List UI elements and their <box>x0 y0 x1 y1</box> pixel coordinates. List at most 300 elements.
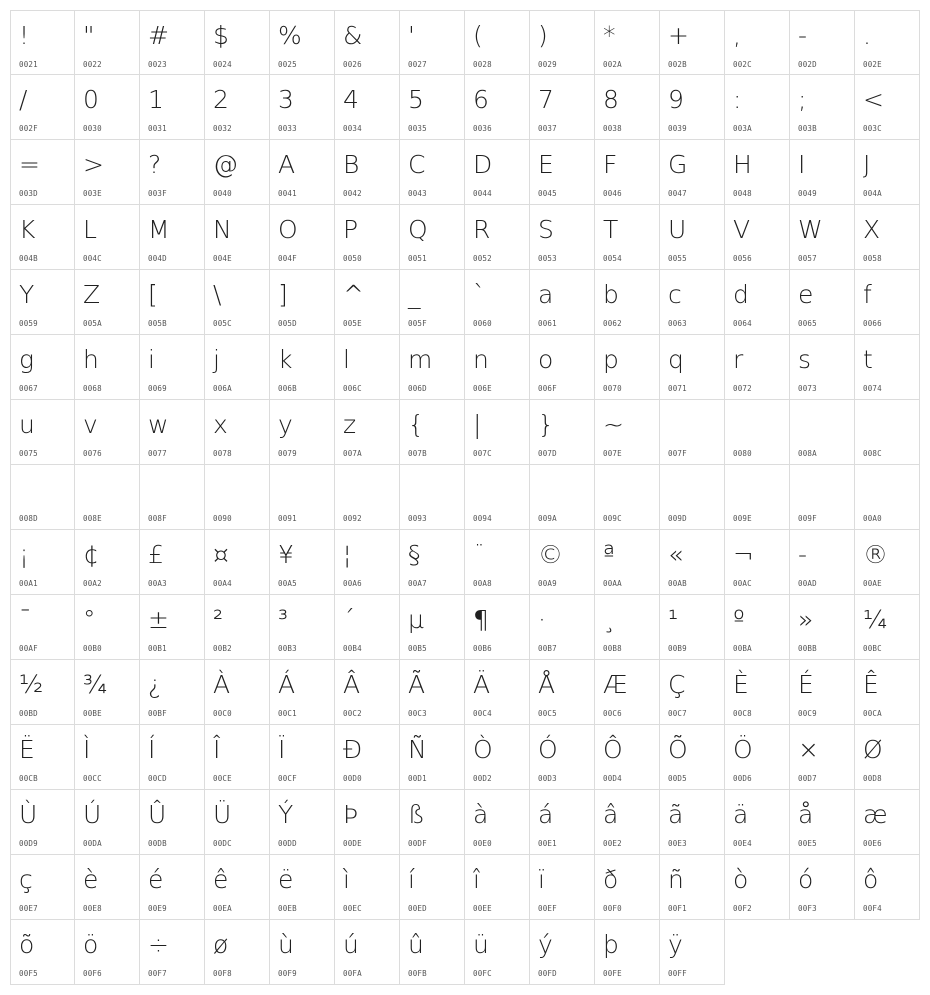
glyph-cell <box>335 465 400 530</box>
glyph-char: | <box>473 410 482 439</box>
glyph-char: Å <box>538 670 556 699</box>
glyph-cell <box>725 335 790 400</box>
glyph-cell <box>660 140 725 205</box>
glyph-code: 0058 <box>863 254 882 263</box>
glyph-cell <box>75 10 140 75</box>
glyph-cell <box>790 140 855 205</box>
glyph-code: 007D <box>538 449 557 458</box>
glyph-char: ø <box>213 930 229 959</box>
glyph-char: a <box>538 280 554 309</box>
glyph-code: 004B <box>19 254 38 263</box>
glyph-char: 3 <box>278 85 294 114</box>
glyph-cell <box>205 660 270 725</box>
glyph-char: · <box>538 605 546 634</box>
glyph-cell <box>530 10 595 75</box>
glyph-code: 002B <box>668 60 687 69</box>
glyph-char: ú <box>343 930 359 959</box>
glyph-code: 0024 <box>213 60 232 69</box>
glyph-char: M <box>148 215 170 244</box>
glyph-char: È <box>733 670 749 699</box>
glyph-char: 8 <box>603 85 619 114</box>
glyph-cell <box>140 595 205 660</box>
glyph-cell <box>335 75 400 140</box>
glyph-code: 00BE <box>83 709 102 718</box>
glyph-code: 009E <box>733 514 752 523</box>
glyph-char: ì <box>343 865 350 894</box>
glyph-code: 005A <box>83 319 102 328</box>
glyph-code: 0041 <box>278 189 297 198</box>
glyph-cell <box>855 855 920 920</box>
glyph-code: 0052 <box>473 254 492 263</box>
glyph-cell <box>10 270 75 335</box>
glyph-char: t <box>863 345 873 374</box>
glyph-cell <box>530 660 595 725</box>
glyph-code: 00D5 <box>668 774 687 783</box>
glyph-char: £ <box>148 540 164 569</box>
glyph-cell <box>790 790 855 855</box>
glyph-char: ª <box>603 540 615 569</box>
glyph-code: 00A3 <box>148 579 167 588</box>
glyph-code: 005B <box>148 319 167 328</box>
glyph-code: 0092 <box>343 514 362 523</box>
glyph-code: 00B3 <box>278 644 297 653</box>
glyph-char: Ò <box>473 735 493 764</box>
glyph-cell <box>855 75 920 140</box>
glyph-code: 00D1 <box>408 774 427 783</box>
glyph-code: 003E <box>83 189 102 198</box>
glyph-cell <box>855 595 920 660</box>
glyph-code: 004E <box>213 254 232 263</box>
glyph-cell <box>725 595 790 660</box>
glyph-char: j <box>213 345 220 374</box>
glyph-char: } <box>538 410 554 439</box>
glyph-cell <box>205 75 270 140</box>
glyph-cell <box>725 10 790 75</box>
glyph-char: ¬ <box>733 540 754 569</box>
glyph-code: 009A <box>538 514 557 523</box>
glyph-code: 002F <box>19 124 38 133</box>
glyph-cell <box>335 205 400 270</box>
glyph-code: 00B0 <box>83 644 102 653</box>
glyph-code: 00AF <box>19 644 38 653</box>
glyph-cell <box>725 530 790 595</box>
glyph-cell <box>790 205 855 270</box>
glyph-cell <box>855 270 920 335</box>
glyph-char: ¦ <box>343 540 352 569</box>
glyph-cell <box>530 400 595 465</box>
glyph-char: ´ <box>343 605 356 634</box>
glyph-char: = <box>19 150 40 179</box>
glyph-cell <box>75 595 140 660</box>
glyph-code: 00A2 <box>83 579 102 588</box>
glyph-char: \ <box>213 280 222 309</box>
glyph-code: 004D <box>148 254 167 263</box>
glyph-char: o <box>538 345 554 374</box>
glyph-char: ë <box>278 865 294 894</box>
glyph-cell <box>530 855 595 920</box>
glyph-cell <box>790 270 855 335</box>
glyph-code: 00D2 <box>473 774 492 783</box>
glyph-char: b <box>603 280 619 309</box>
glyph-code: 0050 <box>343 254 362 263</box>
glyph-cell <box>205 140 270 205</box>
glyph-cell <box>205 270 270 335</box>
glyph-char: ç <box>19 865 33 894</box>
glyph-cell <box>140 530 205 595</box>
glyph-cell <box>595 660 660 725</box>
glyph-char: ¹ <box>668 605 679 634</box>
glyph-code: 003A <box>733 124 752 133</box>
glyph-code: 0036 <box>473 124 492 133</box>
glyph-code: 00A0 <box>863 514 882 523</box>
glyph-cell <box>530 595 595 660</box>
glyph-cell <box>400 790 465 855</box>
glyph-cell <box>660 855 725 920</box>
glyph-char: Í <box>148 735 156 764</box>
glyph-code: 004C <box>83 254 102 263</box>
glyph-cell <box>75 660 140 725</box>
glyph-code: 00D8 <box>863 774 882 783</box>
glyph-char: L <box>83 215 97 244</box>
glyph-code: 00D0 <box>343 774 362 783</box>
glyph-code: 00FA <box>343 969 362 978</box>
glyph-char: ¶ <box>473 605 489 634</box>
glyph-code: 00F7 <box>148 969 167 978</box>
glyph-cell <box>205 855 270 920</box>
glyph-cell <box>660 660 725 725</box>
glyph-char: ï <box>538 865 545 894</box>
glyph-cell <box>400 530 465 595</box>
glyph-cell <box>855 790 920 855</box>
glyph-cell <box>335 920 400 985</box>
glyph-char: ] <box>278 280 288 309</box>
glyph-cell <box>660 595 725 660</box>
glyph-code: 007B <box>408 449 427 458</box>
glyph-cell <box>140 465 205 530</box>
glyph-code: 0028 <box>473 60 492 69</box>
glyph-char: R <box>473 215 491 244</box>
glyph-code: 009D <box>668 514 687 523</box>
glyph-char: ñ <box>668 865 684 894</box>
glyph-char: ¢ <box>83 540 99 569</box>
glyph-cell <box>270 75 335 140</box>
glyph-char: ³ <box>278 605 289 634</box>
glyph-char: U <box>668 215 687 244</box>
glyph-char: 5 <box>408 85 424 114</box>
glyph-code: 00AB <box>668 579 687 588</box>
glyph-char: æ <box>863 800 888 829</box>
glyph-char: ¥ <box>278 540 294 569</box>
glyph-char: v <box>83 410 98 439</box>
glyph-code: 0065 <box>798 319 817 328</box>
glyph-code: 00B8 <box>603 644 622 653</box>
glyph-cell <box>595 335 660 400</box>
glyph-char: â <box>603 800 619 829</box>
glyph-char: A <box>278 150 296 179</box>
glyph-char: c <box>668 280 682 309</box>
glyph-cell <box>10 10 75 75</box>
glyph-char: ã <box>668 800 684 829</box>
glyph-code: 0063 <box>668 319 687 328</box>
glyph-cell <box>270 465 335 530</box>
glyph-code: 00E7 <box>19 904 38 913</box>
glyph-code: 005D <box>278 319 297 328</box>
glyph-code: 00EB <box>278 904 297 913</box>
glyph-char: Ë <box>19 735 35 764</box>
glyph-code: 00B1 <box>148 644 167 653</box>
glyph-code: 00B2 <box>213 644 232 653</box>
glyph-code: 0031 <box>148 124 167 133</box>
glyph-char: ¿ <box>148 670 162 699</box>
glyph-code: 00DF <box>408 839 427 848</box>
glyph-char: $ <box>213 21 229 50</box>
glyph-code: 00EE <box>473 904 492 913</box>
glyph-char: ¨ <box>473 540 486 569</box>
glyph-cell <box>205 465 270 530</box>
glyph-char: q <box>668 345 684 374</box>
glyph-char: u <box>19 410 35 439</box>
glyph-cell <box>530 725 595 790</box>
glyph-cell <box>790 595 855 660</box>
glyph-code: 00C3 <box>408 709 427 718</box>
glyph-code: 002A <box>603 60 622 69</box>
glyph-code: 0053 <box>538 254 557 263</box>
glyph-code: 00C2 <box>343 709 362 718</box>
glyph-code: 00C1 <box>278 709 297 718</box>
glyph-code: 00BA <box>733 644 752 653</box>
glyph-cell <box>595 530 660 595</box>
glyph-cell <box>725 790 790 855</box>
glyph-char: F <box>603 150 618 179</box>
glyph-cell <box>140 660 205 725</box>
glyph-code: 00F9 <box>278 969 297 978</box>
glyph-code: 00B6 <box>473 644 492 653</box>
glyph-char: Ç <box>668 670 686 699</box>
glyph-code: 00EC <box>343 904 362 913</box>
glyph-char: p <box>603 345 619 374</box>
glyph-char: ¡ <box>19 540 30 569</box>
glyph-code: 00CA <box>863 709 882 718</box>
glyph-char: º <box>733 605 745 634</box>
glyph-cell <box>465 270 530 335</box>
glyph-cell <box>660 270 725 335</box>
glyph-cell <box>335 595 400 660</box>
glyph-code: 0075 <box>19 449 38 458</box>
glyph-char: ý <box>538 930 553 959</box>
glyph-code: 00B4 <box>343 644 362 653</box>
glyph-cell <box>270 400 335 465</box>
glyph-cell <box>400 595 465 660</box>
glyph-char: ² <box>213 605 224 634</box>
glyph-code: 00F2 <box>733 904 752 913</box>
glyph-cell <box>465 400 530 465</box>
glyph-code: 00C8 <box>733 709 752 718</box>
glyph-cell <box>335 10 400 75</box>
glyph-char: ¾ <box>83 670 108 699</box>
glyph-code: 0023 <box>148 60 167 69</box>
glyph-code: 00E5 <box>798 839 817 848</box>
glyph-cell <box>75 725 140 790</box>
glyph-char: Ð <box>343 735 363 764</box>
glyph-code: 005F <box>408 319 427 328</box>
glyph-code: 00A5 <box>278 579 297 588</box>
glyph-code: 0029 <box>538 60 557 69</box>
glyph-cell <box>660 205 725 270</box>
glyph-char: i <box>148 345 155 374</box>
glyph-cell <box>855 335 920 400</box>
glyph-cell <box>205 920 270 985</box>
glyph-cell <box>855 205 920 270</box>
glyph-cell <box>595 400 660 465</box>
glyph-code: 009C <box>603 514 622 523</box>
glyph-code: 00F3 <box>798 904 817 913</box>
glyph-cell <box>205 205 270 270</box>
glyph-code: 00EF <box>538 904 557 913</box>
glyph-code: 00CC <box>83 774 102 783</box>
glyph-char: ^ <box>343 280 364 309</box>
glyph-code: 00AE <box>863 579 882 588</box>
glyph-code: 00A7 <box>408 579 427 588</box>
glyph-char: þ <box>603 930 619 959</box>
glyph-cell <box>530 140 595 205</box>
glyph-cell <box>335 400 400 465</box>
glyph-code: 0039 <box>668 124 687 133</box>
glyph-code: 00DB <box>148 839 167 848</box>
glyph-cell <box>335 660 400 725</box>
glyph-cell <box>400 920 465 985</box>
glyph-code: 0069 <box>148 384 167 393</box>
glyph-cell <box>855 140 920 205</box>
glyph-cell <box>400 465 465 530</box>
glyph-cell <box>855 10 920 75</box>
glyph-code: 004F <box>278 254 297 263</box>
glyph-char: # <box>148 21 169 50</box>
glyph-cell <box>660 920 725 985</box>
glyph-code: 00E6 <box>863 839 882 848</box>
glyph-char: f <box>863 280 872 309</box>
glyph-code: 00E3 <box>668 839 687 848</box>
glyph-cell <box>465 465 530 530</box>
glyph-cell <box>530 465 595 530</box>
glyph-cell <box>400 855 465 920</box>
glyph-code: 0025 <box>278 60 297 69</box>
glyph-code: 0033 <box>278 124 297 133</box>
glyph-cell <box>660 790 725 855</box>
glyph-cell <box>75 270 140 335</box>
glyph-code: 0051 <box>408 254 427 263</box>
glyph-cell <box>595 855 660 920</box>
glyph-char: . <box>863 21 871 50</box>
glyph-cell <box>725 465 790 530</box>
glyph-code: 0043 <box>408 189 427 198</box>
glyph-cell <box>270 855 335 920</box>
glyph-cell <box>335 335 400 400</box>
glyph-code: 0032 <box>213 124 232 133</box>
glyph-cell <box>140 140 205 205</box>
glyph-code: 00C5 <box>538 709 557 718</box>
glyph-cell <box>530 790 595 855</box>
glyph-cell <box>790 10 855 75</box>
glyph-char: G <box>668 150 688 179</box>
glyph-char: Á <box>278 670 296 699</box>
glyph-cell <box>75 790 140 855</box>
glyph-code: 00E8 <box>83 904 102 913</box>
glyph-cell <box>465 855 530 920</box>
glyph-cell <box>855 530 920 595</box>
glyph-cell <box>725 400 790 465</box>
glyph-char: Ä <box>473 670 491 699</box>
glyph-char: / <box>19 85 28 114</box>
glyph-cell <box>140 725 205 790</box>
glyph-char: ° <box>83 605 96 634</box>
glyph-code: 0066 <box>863 319 882 328</box>
glyph-cell <box>140 205 205 270</box>
glyph-cell <box>10 205 75 270</box>
glyph-char: I <box>798 150 806 179</box>
glyph-cell <box>140 400 205 465</box>
glyph-char: ; <box>798 85 807 114</box>
glyph-cell <box>10 530 75 595</box>
glyph-code: 00AD <box>798 579 817 588</box>
glyph-code: 0021 <box>19 60 38 69</box>
glyph-char: Â <box>343 670 361 699</box>
glyph-cell <box>465 10 530 75</box>
glyph-cell <box>75 920 140 985</box>
glyph-code: 007A <box>343 449 362 458</box>
glyph-cell <box>400 335 465 400</box>
glyph-cell <box>400 205 465 270</box>
glyph-char: è <box>83 865 99 894</box>
glyph-char: 6 <box>473 85 489 114</box>
glyph-code: 006E <box>473 384 492 393</box>
glyph-cell <box>790 465 855 530</box>
glyph-cell <box>75 140 140 205</box>
glyph-code: 0035 <box>408 124 427 133</box>
glyph-cell <box>205 530 270 595</box>
glyph-code: 00AA <box>603 579 622 588</box>
glyph-cell <box>10 595 75 660</box>
glyph-cell <box>75 205 140 270</box>
glyph-code: 00F0 <box>603 904 622 913</box>
glyph-char: " <box>83 21 95 50</box>
glyph-char: w <box>148 410 169 439</box>
glyph-cell <box>205 10 270 75</box>
glyph-char: n <box>473 345 489 374</box>
glyph-code: 0072 <box>733 384 752 393</box>
glyph-code: 007F <box>668 449 687 458</box>
glyph-code: 00EA <box>213 904 232 913</box>
glyph-cell <box>270 270 335 335</box>
glyph-cell <box>660 335 725 400</box>
glyph-cell <box>530 205 595 270</box>
glyph-cell <box>400 75 465 140</box>
glyph-cell <box>530 335 595 400</box>
glyph-cell <box>400 660 465 725</box>
glyph-code: 005E <box>343 319 362 328</box>
glyph-cell <box>75 400 140 465</box>
glyph-cell <box>660 530 725 595</box>
glyph-cell <box>465 595 530 660</box>
glyph-code: 00CB <box>19 774 38 783</box>
glyph-char: Ó <box>538 735 558 764</box>
glyph-char: ½ <box>19 670 44 699</box>
glyph-char: ä <box>733 800 749 829</box>
glyph-cell <box>595 75 660 140</box>
glyph-code: 008E <box>83 514 102 523</box>
glyph-char: ` <box>473 280 486 309</box>
glyph-cell <box>335 530 400 595</box>
glyph-cell <box>465 75 530 140</box>
